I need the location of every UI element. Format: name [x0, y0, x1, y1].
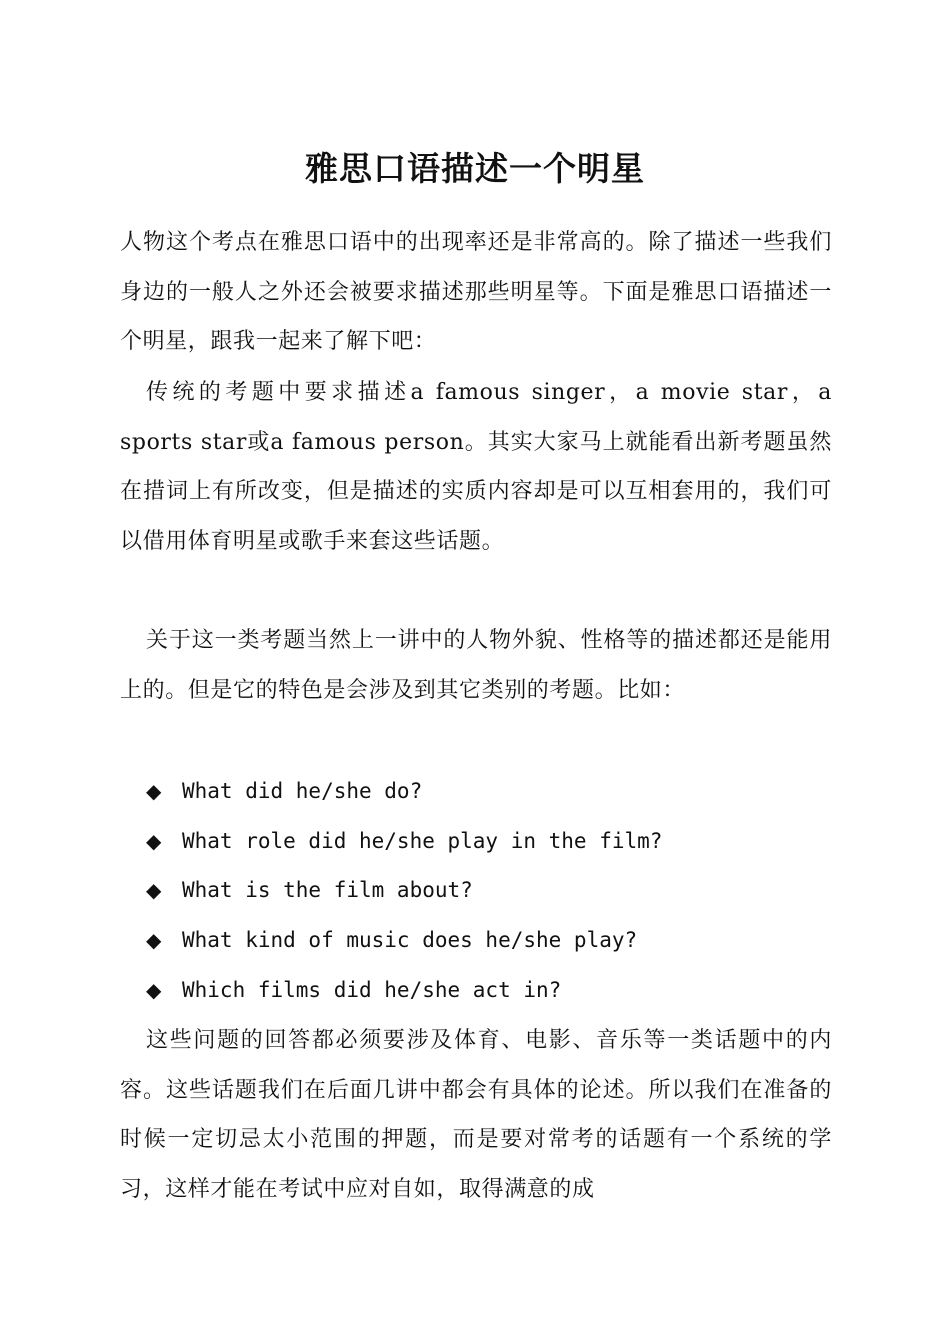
traditional-topics-paragraph: 传统的考题中要求描述a famous singer，a movie star，a sports star或a famous person。其实大家马上就能看出新考题虽然在措词上有所改变，但是描述的实质内容却是可以互相套用的，我们可以借用体育明星或歌手来套这些话题。 [120, 380, 832, 554]
question-text: What kind of music does he/she play? [182, 928, 638, 953]
diamond-bullet-icon: ◆ [146, 878, 162, 903]
diamond-bullet-icon: ◆ [146, 928, 162, 953]
question-text: Which films did he/she act in? [182, 978, 562, 1003]
list-item [146, 816, 662, 866]
document-title: 雅思口语描述一个明星 [305, 149, 645, 188]
diamond-bullet-icon: ◆ [146, 828, 162, 853]
question-text: What is the film about? [182, 878, 473, 903]
related-topics-paragraph: 关于这一类考题当然上一讲中的人物外貌、性格等的描述都还是能用上的。但是它的特色是会涉及到其它类别的考题。比如： [120, 628, 832, 703]
diamond-bullet-icon: ◆ [146, 778, 162, 803]
conclusion-paragraph: 这些问题的回答都必须要涉及体育、电影、音乐等一类话题中的内容。这些话题我们在后面几讲中都会有具体的论述。所以我们在准备的时候一定切忌太小范围的押题，而是要对常考的话题有一个系统的学习，这样才能在考试中应对自如，取得满意的成 [120, 1028, 832, 1202]
intro-paragraph: 人物这个考点在雅思口语中的出现率还是非常高的。除了描述一些我们身边的一般人之外还会被要求描述那些明星等。下面是雅思口语描述一个明星，跟我一起来了解下吧： [120, 230, 832, 355]
question-text: What did he/she do? [182, 778, 423, 803]
diamond-bullet-icon: ◆ [146, 978, 162, 1003]
question-list [146, 766, 662, 1015]
list-item [146, 766, 662, 816]
list-item [146, 915, 662, 965]
list-item [146, 965, 662, 1015]
question-text: What role did he/she play in the film? [182, 828, 663, 853]
list-item [146, 866, 662, 916]
